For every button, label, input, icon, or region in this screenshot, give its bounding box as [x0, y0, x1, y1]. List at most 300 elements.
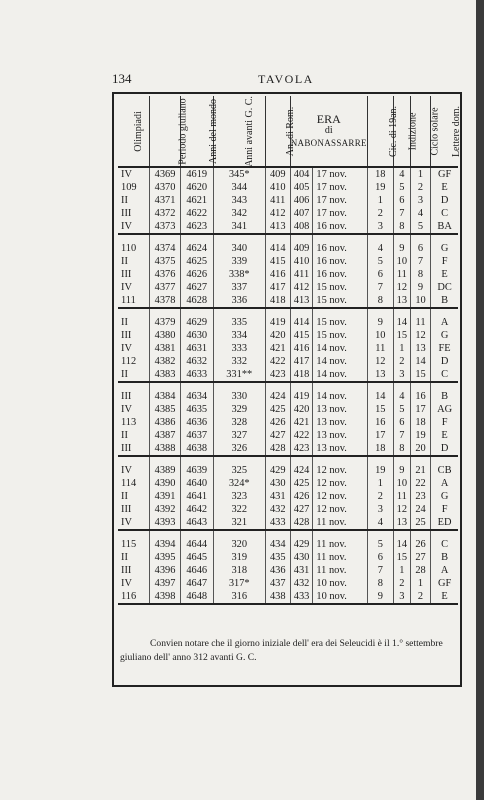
- cell-mondo: 4639: [180, 464, 213, 477]
- header-olimpiadi: Olimpiadi: [118, 96, 150, 167]
- table-row: [118, 538, 458, 551]
- cell-nabonassarre: 417: [290, 355, 313, 368]
- spacer-cell: [265, 234, 290, 242]
- cell-lettere: ED: [431, 516, 458, 530]
- cell-data: 12 nov.: [313, 464, 367, 477]
- cell-data: 15 nov.: [313, 316, 367, 329]
- cell-ciclo19: 5: [367, 255, 393, 268]
- cell-solare: 3: [410, 194, 430, 207]
- cell-data: 12 nov.: [313, 503, 367, 516]
- cell-solare: 14: [410, 355, 430, 368]
- cell-ciclo19: 9: [367, 316, 393, 329]
- table-row: [118, 503, 458, 516]
- cell-nabonassarre: 432: [290, 577, 313, 590]
- cell-roma: 411: [265, 194, 290, 207]
- cell-solare: 6: [410, 242, 430, 255]
- cell-olimpiade: III: [118, 329, 150, 342]
- cell-mondo: 4646: [180, 564, 213, 577]
- cell-periodo: 4378: [150, 294, 181, 308]
- table-row: [118, 577, 458, 590]
- cell-anno-ac: 341: [213, 220, 265, 234]
- cell-periodo: 4373: [150, 220, 181, 234]
- cell-solare: 1: [410, 167, 430, 181]
- cell-anno-ac: 317*: [213, 577, 265, 590]
- cell-mondo: 4624: [180, 242, 213, 255]
- spacer-cell: [290, 234, 313, 242]
- cell-periodo: 4369: [150, 167, 181, 181]
- cell-nabonassarre: 424: [290, 464, 313, 477]
- cell-nabonassarre: 420: [290, 403, 313, 416]
- group-spacer: [118, 530, 458, 538]
- spacer-cell: [150, 530, 181, 538]
- era-line-3: NABONASSARRE: [290, 138, 367, 148]
- cell-indizione: 14: [393, 538, 410, 551]
- cell-ciclo19: 7: [367, 281, 393, 294]
- cell-ciclo19: 17: [367, 429, 393, 442]
- cell-anno-ac: 328: [213, 416, 265, 429]
- cell-solare: 26: [410, 538, 430, 551]
- cell-lettere: DC: [437, 282, 452, 293]
- cell-periodo: 4390: [150, 477, 181, 490]
- cell-solare: 25: [410, 516, 430, 530]
- cell-data: 17 nov.: [313, 167, 367, 181]
- cell-ciclo19: 10: [367, 329, 393, 342]
- table-row: [118, 403, 458, 416]
- cell-solare: 1: [410, 577, 430, 590]
- cell-solare: 7: [410, 255, 430, 268]
- cell-data: 15 nov.: [313, 281, 367, 294]
- cell-lettere: F: [441, 256, 448, 267]
- cell-periodo: 4396: [150, 564, 181, 577]
- table-row: [118, 416, 458, 429]
- cell-anno-ac: 324*: [213, 477, 265, 490]
- cell-olimpiade: III: [118, 564, 150, 577]
- cell-roma: 417: [265, 281, 290, 294]
- cell-olimpiade: 110: [118, 242, 150, 255]
- cell-mondo: 4629: [180, 316, 213, 329]
- cell-nabonassarre: 418: [290, 368, 313, 382]
- cell-roma: 414: [265, 242, 290, 255]
- cell-ciclo19: 8: [367, 577, 393, 590]
- cell-solare: 19: [410, 429, 430, 442]
- cell-data: 13 nov.: [313, 403, 367, 416]
- cell-olimpiade: 109: [118, 181, 150, 194]
- cell-nabonassarre: 406: [290, 194, 313, 207]
- table-row: [118, 242, 458, 255]
- cell-indizione: 4: [393, 167, 410, 181]
- cell-nabonassarre: 422: [290, 429, 313, 442]
- cell-lettere: F: [441, 417, 448, 428]
- cell-lettere: B: [441, 552, 449, 563]
- cell-solare: 21: [410, 464, 430, 477]
- cell-periodo: 4379: [150, 316, 181, 329]
- cell-periodo: 4371: [150, 194, 181, 207]
- cell-anno-ac: 339: [213, 255, 265, 268]
- cell-periodo: 4375: [150, 255, 181, 268]
- cell-roma: 416: [265, 268, 290, 281]
- cell-anno-ac: 323: [213, 490, 265, 503]
- cell-lettere: A: [440, 565, 449, 576]
- spacer-cell: [431, 530, 458, 538]
- table-row: [118, 368, 458, 382]
- cell-ciclo19: 9: [367, 590, 393, 604]
- cell-indizione: 12: [393, 503, 410, 516]
- cell-data: 12 nov.: [313, 477, 367, 490]
- cell-mondo: 4632: [180, 355, 213, 368]
- cell-indizione: 4: [393, 390, 410, 403]
- cell-data: 11 nov.: [313, 551, 367, 564]
- cell-indizione: 12: [393, 281, 410, 294]
- cell-ciclo19: 15: [367, 403, 393, 416]
- cell-ciclo19: 14: [367, 390, 393, 403]
- cell-data: 11 nov.: [313, 564, 367, 577]
- cell-indizione: 3: [393, 590, 410, 604]
- cell-olimpiade: IV: [118, 516, 150, 530]
- cell-roma: 420: [265, 329, 290, 342]
- cell-olimpiade: II: [118, 316, 150, 329]
- header-ciclo-solare: Ciclo solare: [410, 96, 430, 167]
- spacer-cell: [150, 382, 181, 390]
- cell-indizione: 15: [393, 551, 410, 564]
- spacer-cell: [265, 456, 290, 464]
- spacer-cell: [393, 308, 410, 316]
- cell-roma: 430: [265, 477, 290, 490]
- cell-periodo: 4386: [150, 416, 181, 429]
- cell-ciclo19: 3: [367, 503, 393, 516]
- cell-data: 17 nov.: [313, 194, 367, 207]
- cell-mondo: 4628: [180, 294, 213, 308]
- cell-olimpiade: 114: [118, 477, 150, 490]
- cell-lettere: FE: [438, 343, 451, 354]
- cell-mondo: 4625: [180, 255, 213, 268]
- cell-indizione: 2: [393, 577, 410, 590]
- cell-lettere: GF: [437, 578, 452, 589]
- cell-periodo: 4393: [150, 516, 181, 530]
- cell-data: 13 nov.: [313, 442, 367, 456]
- cell-mondo: 4631: [180, 342, 213, 355]
- cell-indizione: 9: [393, 242, 410, 255]
- cell-nabonassarre: 430: [290, 551, 313, 564]
- cell-ciclo19: 1: [367, 194, 393, 207]
- spacer-cell: [118, 456, 150, 464]
- cell-solare: 4: [410, 207, 430, 220]
- spacer-cell: [213, 382, 265, 390]
- page-title: TAVOLA: [258, 72, 314, 86]
- cell-periodo: 4380: [150, 329, 181, 342]
- cell-indizione: 6: [393, 416, 410, 429]
- cell-nabonassarre: 407: [290, 207, 313, 220]
- cell-nabonassarre: 425: [290, 477, 313, 490]
- cell-roma: 424: [265, 390, 290, 403]
- cell-roma: 415: [265, 255, 290, 268]
- table-row: [118, 316, 458, 329]
- cell-roma: 413: [265, 220, 290, 234]
- cell-olimpiade: IV: [118, 167, 150, 181]
- era-line-2: di: [324, 125, 333, 136]
- cell-anno-ac: 318: [213, 564, 265, 577]
- cell-ciclo19: 2: [367, 490, 393, 503]
- spacer-cell: [290, 382, 313, 390]
- cell-indizione: 8: [393, 442, 410, 456]
- cell-mondo: 4645: [180, 551, 213, 564]
- spacer-cell: [265, 308, 290, 316]
- cell-nabonassarre: 408: [290, 220, 313, 234]
- chronology-table: [118, 95, 463, 605]
- table-row: [118, 429, 458, 442]
- cell-ciclo19: 7: [367, 564, 393, 577]
- cell-lettere: CB: [437, 465, 452, 476]
- page-number: 134: [112, 71, 132, 86]
- cell-mondo: 4641: [180, 490, 213, 503]
- cell-nabonassarre: 415: [290, 329, 313, 342]
- spacer-cell: [180, 234, 213, 242]
- cell-indizione: 11: [393, 268, 410, 281]
- cell-indizione: 6: [393, 194, 410, 207]
- cell-mondo: 4636: [180, 416, 213, 429]
- cell-solare: 9: [410, 281, 430, 294]
- cell-olimpiade: III: [118, 503, 150, 516]
- cell-periodo: 4387: [150, 429, 181, 442]
- cell-anno-ac: 335: [213, 316, 265, 329]
- spacer-cell: [313, 456, 367, 464]
- cell-roma: 435: [265, 551, 290, 564]
- cell-solare: 12: [410, 329, 430, 342]
- cell-roma: 436: [265, 564, 290, 577]
- cell-lettere: F: [441, 504, 448, 515]
- cell-ciclo19: 1: [367, 477, 393, 490]
- table-row: [118, 207, 458, 220]
- cell-mondo: 4627: [180, 281, 213, 294]
- cell-lettere: A: [440, 478, 449, 489]
- cell-lettere: G: [440, 491, 449, 502]
- cell-anno-ac: 343: [213, 194, 265, 207]
- spacer-cell: [431, 382, 458, 390]
- header-anni-del-mondo: Anni del mondo: [180, 96, 213, 167]
- cell-ciclo19: 16: [367, 416, 393, 429]
- cell-nabonassarre: 428: [290, 516, 313, 530]
- cell-anno-ac: 342: [213, 207, 265, 220]
- cell-anno-ac: 332: [213, 355, 265, 368]
- cell-nabonassarre: 431: [290, 564, 313, 577]
- cell-lettere: D: [440, 195, 449, 206]
- book-spine: [476, 0, 484, 800]
- cell-anno-ac: 316: [213, 590, 265, 604]
- cell-nabonassarre: 414: [290, 316, 313, 329]
- cell-periodo: 4372: [150, 207, 181, 220]
- cell-indizione: 1: [393, 342, 410, 355]
- cell-olimpiade: II: [118, 255, 150, 268]
- cell-nabonassarre: 413: [290, 294, 313, 308]
- table-row: [118, 281, 458, 294]
- spacer-cell: [313, 234, 367, 242]
- cell-periodo: 4397: [150, 577, 181, 590]
- cell-periodo: 4388: [150, 442, 181, 456]
- cell-lettere: E: [431, 590, 458, 604]
- spacer-cell: [367, 234, 393, 242]
- cell-roma: 437: [265, 577, 290, 590]
- cell-olimpiade: 116: [118, 590, 150, 604]
- cell-roma: 432: [265, 503, 290, 516]
- cell-mondo: 4643: [180, 516, 213, 530]
- cell-nabonassarre: 412: [290, 281, 313, 294]
- cell-data: 14 nov.: [313, 368, 367, 382]
- spacer-cell: [367, 530, 393, 538]
- era-line-1: ERA: [316, 112, 341, 126]
- table-row: [118, 294, 458, 308]
- cell-solare: 23: [410, 490, 430, 503]
- cell-lettere: B: [431, 294, 458, 308]
- table-row: [118, 564, 458, 577]
- cell-mondo: 4648: [180, 590, 213, 604]
- cell-nabonassarre: 433: [290, 590, 313, 604]
- table-row: [118, 268, 458, 281]
- cell-solare: 13: [410, 342, 430, 355]
- cell-anno-ac: 333: [213, 342, 265, 355]
- cell-ciclo19: 13: [367, 368, 393, 382]
- cell-lettere: E: [441, 430, 448, 441]
- cell-anno-ac: 326: [213, 442, 265, 456]
- cell-solare: 11: [410, 316, 430, 329]
- spacer-cell: [213, 530, 265, 538]
- table-row: [118, 355, 458, 368]
- cell-olimpiade: II: [118, 368, 150, 382]
- cell-anno-ac: 321: [213, 516, 265, 530]
- spacer-cell: [410, 234, 430, 242]
- cell-indizione: 7: [393, 429, 410, 442]
- table-row: [118, 590, 458, 604]
- header-ciclo-19-anni: Cic. di 19an.: [367, 96, 393, 167]
- cell-ciclo19: 6: [367, 551, 393, 564]
- cell-data: 14 nov.: [313, 342, 367, 355]
- spacer-cell: [118, 530, 150, 538]
- spacer-cell: [265, 382, 290, 390]
- cell-roma: 429: [265, 464, 290, 477]
- cell-lettere: B: [441, 391, 449, 402]
- cell-periodo: 4389: [150, 464, 181, 477]
- spacer-cell: [313, 308, 367, 316]
- header-era-nabonassarre: [290, 96, 367, 167]
- cell-indizione: 13: [393, 294, 410, 308]
- spacer-cell: [180, 308, 213, 316]
- cell-olimpiade: II: [118, 429, 150, 442]
- cell-mondo: 4634: [180, 390, 213, 403]
- cell-solare: 22: [410, 477, 430, 490]
- cell-solare: 18: [410, 416, 430, 429]
- spacer-cell: [367, 456, 393, 464]
- cell-nabonassarre: 423: [290, 442, 313, 456]
- cell-olimpiade: IV: [118, 342, 150, 355]
- cell-indizione: 5: [393, 403, 410, 416]
- spacer-cell: [410, 456, 430, 464]
- spacer-cell: [213, 456, 265, 464]
- header-periodo-giuliano: Periodo giuliano: [150, 96, 181, 167]
- header-lettere-domenicali: Lettere dom.: [431, 96, 458, 167]
- table-row: [118, 551, 458, 564]
- cell-data: 10 nov.: [313, 590, 367, 604]
- cell-periodo: 4392: [150, 503, 181, 516]
- spacer-cell: [150, 234, 181, 242]
- group-spacer: [118, 308, 458, 316]
- cell-periodo: 4394: [150, 538, 181, 551]
- cell-anno-ac: 330: [213, 390, 265, 403]
- cell-anno-ac: 340: [213, 242, 265, 255]
- cell-olimpiade: III: [118, 442, 150, 456]
- cell-indizione: 13: [393, 516, 410, 530]
- spacer-cell: [265, 530, 290, 538]
- cell-lettere: E: [441, 269, 448, 280]
- cell-indizione: 10: [393, 477, 410, 490]
- cell-indizione: 9: [393, 464, 410, 477]
- cell-roma: 422: [265, 355, 290, 368]
- cell-indizione: 14: [393, 316, 410, 329]
- spacer-cell: [313, 382, 367, 390]
- footnote: Convien notare che il giorno iniziale dell' era dei Seleucidi è il 1.° settembre giuliano dell' anno 312 avanti G. C.: [120, 638, 443, 663]
- table-row: [118, 194, 458, 207]
- cell-lettere: E: [441, 182, 448, 193]
- cell-data: 13 nov.: [313, 416, 367, 429]
- cell-anno-ac: 338*: [213, 268, 265, 281]
- cell-olimpiade: II: [118, 490, 150, 503]
- spacer-cell: [150, 456, 181, 464]
- cell-mondo: 4619: [180, 167, 213, 181]
- table-row: [118, 390, 458, 403]
- cell-data: 17 nov.: [313, 181, 367, 194]
- cell-olimpiade: IV: [118, 403, 150, 416]
- cell-data: 14 nov.: [313, 390, 367, 403]
- cell-data: 12 nov.: [313, 490, 367, 503]
- cell-mondo: 4647: [180, 577, 213, 590]
- cell-data: 10 nov.: [313, 577, 367, 590]
- cell-anno-ac: 334: [213, 329, 265, 342]
- cell-roma: 412: [265, 207, 290, 220]
- cell-data: 11 nov.: [313, 538, 367, 551]
- cell-solare: 2: [410, 590, 430, 604]
- spacer-cell: [410, 308, 430, 316]
- cell-mondo: 4626: [180, 268, 213, 281]
- cell-ciclo19: 8: [367, 294, 393, 308]
- cell-periodo: 4370: [150, 181, 181, 194]
- group-spacer: [118, 234, 458, 242]
- cell-lettere: D: [431, 442, 458, 456]
- group-spacer: [118, 382, 458, 390]
- cell-solare: 28: [410, 564, 430, 577]
- table-row: [118, 167, 458, 181]
- table-row: [118, 181, 458, 194]
- cell-data: 14 nov.: [313, 355, 367, 368]
- cell-anno-ac: 329: [213, 403, 265, 416]
- table-row: [118, 477, 458, 490]
- cell-nabonassarre: 429: [290, 538, 313, 551]
- cell-ciclo19: 11: [367, 342, 393, 355]
- cell-ciclo19: 3: [367, 220, 393, 234]
- cell-anno-ac: 322: [213, 503, 265, 516]
- cell-periodo: 4398: [150, 590, 181, 604]
- cell-olimpiade: III: [118, 207, 150, 220]
- cell-indizione: 2: [393, 355, 410, 368]
- cell-nabonassarre: 410: [290, 255, 313, 268]
- cell-mondo: 4640: [180, 477, 213, 490]
- header-row: [118, 96, 458, 167]
- cell-indizione: 7: [393, 207, 410, 220]
- cell-mondo: 4644: [180, 538, 213, 551]
- spacer-cell: [431, 308, 458, 316]
- cell-roma: 438: [265, 590, 290, 604]
- cell-roma: 431: [265, 490, 290, 503]
- cell-lettere: C: [441, 208, 449, 219]
- cell-mondo: 4633: [180, 368, 213, 382]
- cell-roma: 423: [265, 368, 290, 382]
- cell-solare: 10: [410, 294, 430, 308]
